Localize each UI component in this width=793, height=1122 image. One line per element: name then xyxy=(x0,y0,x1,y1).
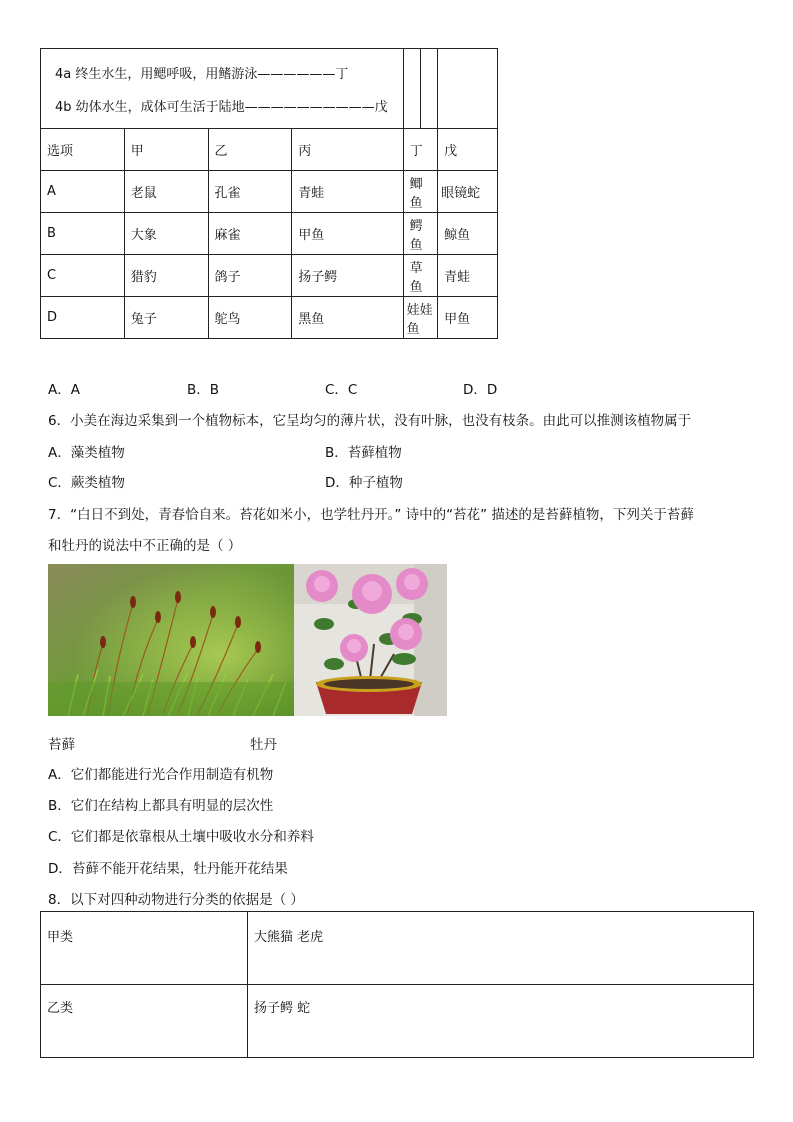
key-row-4a: 4a 终生水生，用鳃呼吸，用鳍游泳——————丁 xyxy=(55,66,349,82)
q7-stem-line2: 和牡丹的说法中不正确的是（ ） xyxy=(48,538,242,554)
table-cell: A xyxy=(41,171,125,213)
q7-option-a: A．它们都能进行光合作用制造有机物 xyxy=(48,767,274,783)
peony-photo xyxy=(294,564,447,716)
table-cell: 娃娃鱼 xyxy=(403,297,437,339)
q5-option-c: C．C xyxy=(325,382,358,398)
key-blank-cell xyxy=(438,49,498,129)
table-cell: 乙类 xyxy=(41,985,248,1058)
table-cell: 孔雀 xyxy=(208,171,292,213)
header-cell: 丁 xyxy=(403,129,437,171)
table-cell: 鲫鱼 xyxy=(403,171,437,213)
q7-option-b: B．它们在结构上都具有明显的层次性 xyxy=(48,798,274,814)
q8-table xyxy=(40,911,754,1058)
q7-stem-line1: 7．“白日不到处，青春恰自来。苔花如米小，也学牡丹开。” 诗中的“苔花” 描述的是苔藓植物，下列关于苔藓 xyxy=(48,507,694,523)
key-row-4b: 4b 幼体水生，成体可生活于陆地——————————戊 xyxy=(55,99,388,115)
table-cell: 青蛙 xyxy=(292,171,403,213)
table-cell: 鲸鱼 xyxy=(438,213,498,255)
key-blank-cell xyxy=(420,49,437,129)
table-row xyxy=(41,985,754,1058)
table-cell: 青蛙 xyxy=(438,255,498,297)
q5-option-a: A．A xyxy=(48,382,80,398)
caption-peony: 牡丹 xyxy=(250,737,277,753)
table-row xyxy=(41,213,498,255)
table-cell: 兔子 xyxy=(124,297,208,339)
table-cell: 扬子鳄 xyxy=(292,255,403,297)
table-cell: 扬子鳄 蛇 xyxy=(248,985,754,1058)
table-header-row xyxy=(41,129,498,171)
caption-moss: 苔藓 xyxy=(48,737,75,753)
table-row xyxy=(41,255,498,297)
key-blank-cell xyxy=(403,49,420,129)
table-cell: C xyxy=(41,255,125,297)
table-cell: B xyxy=(41,213,125,255)
q8-stem: 8．以下对四种动物进行分类的依据是（ ） xyxy=(48,892,304,908)
q6-option-a: A．藻类植物 xyxy=(48,445,125,461)
q5-option-d: D．D xyxy=(463,382,498,398)
classification-table xyxy=(40,48,498,339)
table-cell: 鸽子 xyxy=(208,255,292,297)
table-row xyxy=(41,297,498,339)
table-cell: D xyxy=(41,297,125,339)
table-cell: 甲类 xyxy=(41,912,248,985)
q7-option-d: D．苔藓不能开花结果，牡丹能开花结果 xyxy=(48,861,288,877)
q5-option-b: B．B xyxy=(187,382,220,398)
table-cell: 大象 xyxy=(124,213,208,255)
table-cell: 眼镜蛇 xyxy=(438,171,498,213)
header-cell: 丙 xyxy=(292,129,403,171)
header-cell: 甲 xyxy=(124,129,208,171)
table-row xyxy=(41,912,754,985)
table-cell: 草鱼 xyxy=(403,255,437,297)
table-cell: 麻雀 xyxy=(208,213,292,255)
q6-stem: 6．小美在海边采集到一个植物标本，它呈均匀的薄片状，没有叶脉，也没有枝条。由此可以推测该植物属于 xyxy=(48,413,692,429)
table-row xyxy=(41,171,498,213)
table-cell: 鳄鱼 xyxy=(403,213,437,255)
header-cell: 乙 xyxy=(208,129,292,171)
header-cell: 戊 xyxy=(438,129,498,171)
table-cell: 黑鱼 xyxy=(292,297,403,339)
q6-option-b: B．苔藓植物 xyxy=(325,445,402,461)
q6-option-d: D．种子植物 xyxy=(325,475,403,491)
header-cell: 选项 xyxy=(41,129,125,171)
table-cell: 甲鱼 xyxy=(438,297,498,339)
q6-option-c: C．蕨类植物 xyxy=(48,475,125,491)
key-cell xyxy=(41,49,404,129)
q7-option-c: C．它们都是依靠根从土壤中吸收水分和养料 xyxy=(48,829,314,845)
moss-photo xyxy=(48,564,294,716)
table-cell: 猎豹 xyxy=(124,255,208,297)
table-cell: 甲鱼 xyxy=(292,213,403,255)
table-cell: 大熊猫 老虎 xyxy=(248,912,754,985)
table-cell: 鸵鸟 xyxy=(208,297,292,339)
table-cell: 老鼠 xyxy=(124,171,208,213)
